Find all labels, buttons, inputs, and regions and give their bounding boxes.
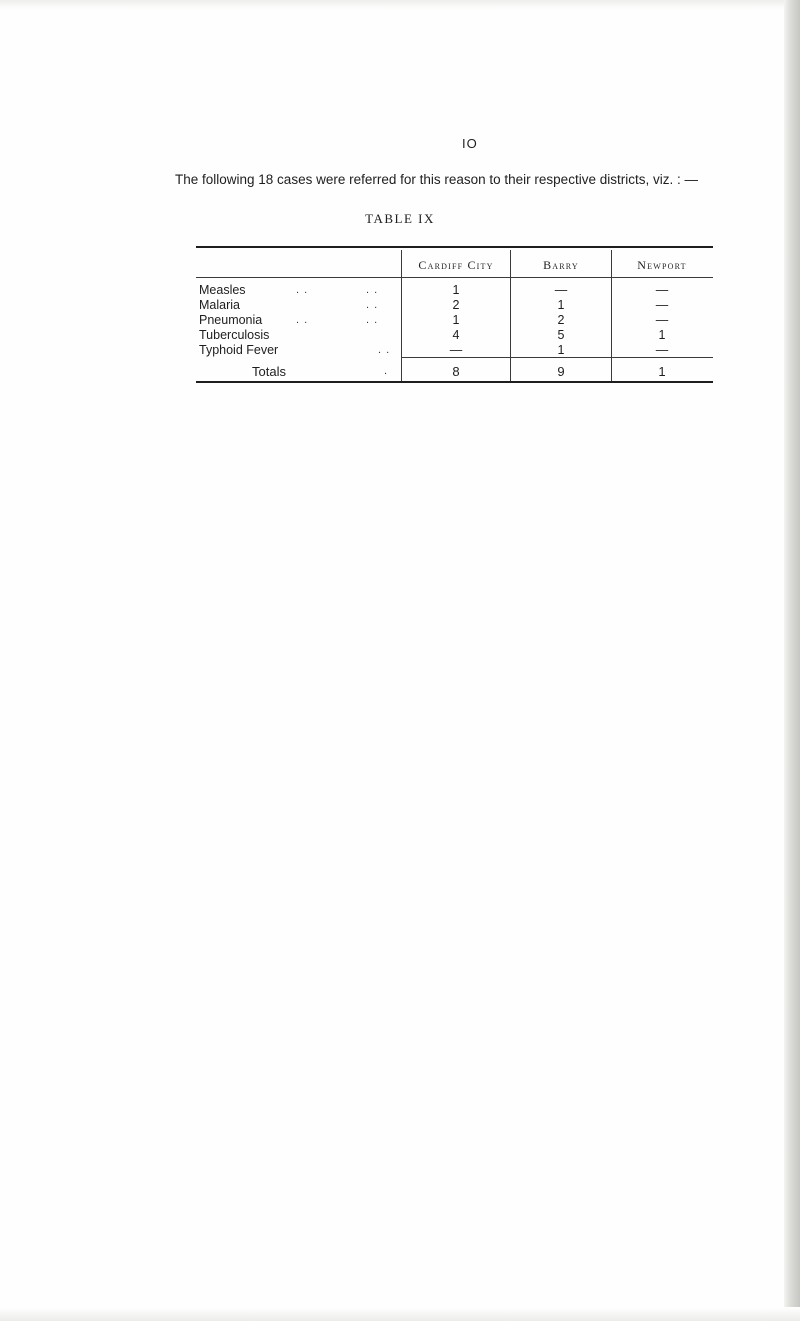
table-title: TABLE IX (365, 211, 435, 226)
column-header-newport: Newport (637, 258, 687, 272)
cell-malaria-newport: — (655, 298, 669, 312)
cell-malaria-barry: 1 (557, 298, 565, 312)
cell-pneumonia-barry: 2 (557, 313, 565, 327)
table-bottom-rule (196, 381, 713, 383)
row-label-pneumonia: Pneumonia (199, 313, 263, 327)
intro-paragraph: The following 18 cases were referred for this reason to their respective districts, viz. : — (175, 172, 698, 187)
leader-dots: . . (296, 314, 309, 326)
totals-rule (401, 357, 713, 358)
cell-measles-newport: — (655, 283, 669, 297)
cell-pneumonia-cardiff: 1 (452, 313, 460, 327)
cell-typhoid-cardiff: — (449, 343, 463, 357)
page-number: IO (462, 136, 478, 151)
total-cardiff: 8 (452, 364, 460, 379)
page-bottom-shading (0, 1307, 800, 1321)
cell-typhoid-barry: 1 (557, 343, 565, 357)
leader-dots: . . (296, 284, 309, 296)
cell-measles-barry: — (554, 283, 568, 297)
totals-label: Totals (252, 364, 286, 379)
column-header-barry: Barry (543, 258, 579, 272)
leader-dots: . . (366, 299, 379, 311)
row-label-malaria: Malaria (199, 298, 240, 312)
cell-malaria-cardiff: 2 (452, 298, 460, 312)
cell-tuberculosis-barry: 5 (557, 328, 565, 342)
table-top-rule (196, 246, 713, 248)
leader-dots: . . (366, 314, 379, 326)
page-top-shading (0, 0, 800, 10)
row-label-typhoid-fever: Typhoid Fever (199, 343, 279, 357)
total-barry: 9 (557, 364, 565, 379)
cell-pneumonia-newport: — (655, 313, 669, 327)
leader-dots: . (384, 365, 389, 377)
total-newport: 1 (658, 364, 666, 379)
leader-dots: . . (366, 284, 379, 296)
cell-tuberculosis-newport: 1 (658, 328, 666, 342)
page-binding-edge (784, 0, 800, 1321)
cell-typhoid-newport: — (655, 343, 669, 357)
leader-dots: . . (378, 344, 391, 356)
column-header-cardiff-city: Cardiff City (418, 258, 494, 272)
row-label-tuberculosis: Tuberculosis (199, 328, 270, 342)
cell-tuberculosis-cardiff: 4 (452, 328, 460, 342)
row-label-measles: Measles (199, 283, 246, 297)
cell-measles-cardiff: 1 (452, 283, 460, 297)
header-rule (196, 277, 713, 278)
